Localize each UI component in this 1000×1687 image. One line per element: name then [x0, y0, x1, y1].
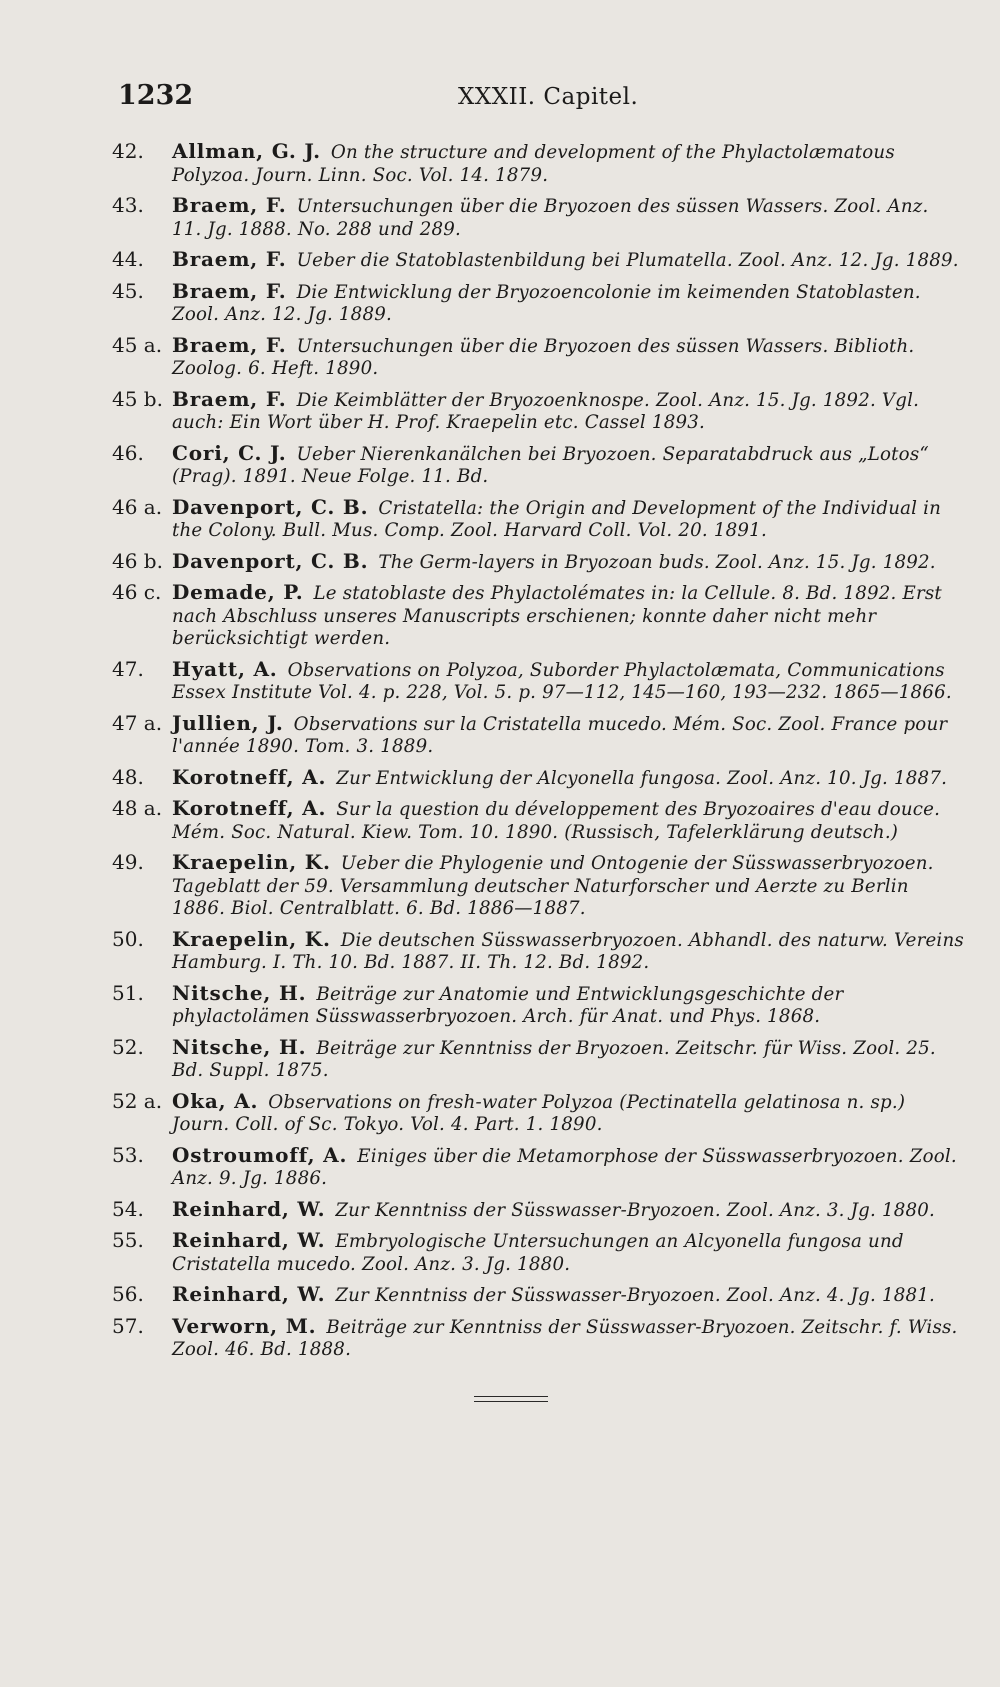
reference-entry [112, 712, 964, 759]
reference-author: Kraepelin, K. [172, 850, 331, 874]
reference-author: Ostroumoff, A. [172, 1142, 348, 1167]
reference-author: Hyatt, A. [172, 656, 278, 681]
reference-citation: Die deutschen Süsswasserbryozoen. Abhandl. des naturw. Vereins Hamburg. I. Th. 10. Bd. 1887. II. Th. 12. Bd. 1892. [172, 929, 964, 973]
reference-entry [112, 248, 964, 273]
reference-list [112, 140, 964, 1369]
reference-number: 47. [112, 656, 144, 681]
end-rule-top [474, 1396, 548, 1397]
reference-number: 46 a. [112, 494, 163, 519]
reference-citation: Die Keimblätter der Bryozoenknospe. Zool. Anz. 15. Jg. 1892. Vgl. auch: Ein Wort über H. Prof. Kraepelin etc. Cassel 1893. [172, 389, 920, 433]
reference-number: 57. [112, 1313, 144, 1338]
reference-number: 43. [112, 193, 144, 217]
reference-entry [112, 581, 964, 651]
reference-entry [112, 334, 964, 381]
reference-number: 53. [112, 1142, 144, 1167]
reference-author: Verworn, M. [172, 1313, 317, 1338]
reference-author: Oka, A. [172, 1088, 259, 1113]
reference-number: 55. [112, 1228, 144, 1252]
reference-citation: Untersuchungen über die Bryozoen des süssen Wassers. Zool. Anz. 11. Jg. 1888. No. 288 und 289. [172, 196, 929, 240]
reference-number: 42. [112, 139, 144, 163]
reference-author: Braem, F. [172, 193, 287, 217]
reference-entry [112, 550, 964, 575]
reference-author: Demade, P. [172, 580, 304, 604]
reference-author: Davenport, C. B. [172, 494, 369, 519]
reference-citation: Zur Entwicklung der Alcyonella fungosa. Zool. Anz. 10. Jg. 1887. [336, 767, 948, 789]
end-rule-bottom [474, 1401, 548, 1402]
reference-citation: Beiträge zur Kenntniss der Süsswasser-Bryozoen. Zeitschr. f. Wiss. Zool. 46. Bd. 1888. [172, 1316, 958, 1360]
reference-entry [112, 1090, 964, 1137]
reference-number: 48. [112, 764, 144, 789]
reference-number: 54. [112, 1196, 144, 1221]
reference-author: Reinhard, W. [172, 1196, 326, 1221]
reference-number: 46. [112, 440, 144, 465]
reference-entry [112, 496, 964, 543]
reference-citation: Observations on Polyzoa, Suborder Phylactolæmata, Communications Essex Institute Vol. 4. p. 228, Vol. 5. p. 97—112, 145—160, 193—232. 1865—1866. [172, 659, 952, 703]
reference-citation: Einiges über die Metamorphose der Süsswasserbryozoen. Zool. Anz. 9. Jg. 1886. [172, 1145, 957, 1189]
reference-author: Braem, F. [172, 278, 287, 303]
reference-entry [112, 1315, 964, 1362]
reference-citation: Observations sur la Cristatella mucedo. Mém. Soc. Zool. France pour l'année 1890. Tom. 3. 1889. [172, 713, 948, 757]
reference-entry [112, 851, 964, 921]
reference-citation: Ueber die Statoblastenbildung bei Plumatella. Zool. Anz. 12. Jg. 1889. [296, 250, 959, 271]
reference-entry [112, 797, 964, 844]
reference-entry [112, 658, 964, 705]
reference-number: 46 c. [112, 580, 162, 604]
reference-entry [112, 766, 964, 791]
reference-author: Korotneff, A. [172, 764, 327, 789]
reference-number: 56. [112, 1282, 144, 1306]
page-header [118, 80, 958, 120]
reference-author: Korotneff, A. [172, 796, 327, 820]
reference-number: 44. [112, 247, 144, 271]
reference-citation: The Germ-layers in Bryozoan buds. Zool. Anz. 15. Jg. 1892. [378, 551, 936, 573]
reference-entry [112, 194, 964, 241]
reference-author: Braem, F. [172, 247, 287, 271]
reference-entry [112, 442, 964, 489]
reference-number: 52 a. [112, 1088, 163, 1113]
reference-citation: Le statoblaste des Phylactolémates in: la Cellule. 8. Bd. 1892. Erst nach Abschluss unseres Manuscripts erschienen; konnte daher nicht mehr berücksichtigt werden. [172, 583, 942, 649]
reference-citation: Untersuchungen über die Bryozoen des süssen Wassers. Biblioth. Zoolog. 6. Heft. 1890. [172, 335, 915, 379]
reference-citation: Zur Kenntniss der Süsswasser-Bryozoen. Zool. Anz. 4. Jg. 1881. [335, 1285, 936, 1306]
reference-author: Reinhard, W. [172, 1228, 326, 1252]
reference-author: Reinhard, W. [172, 1282, 326, 1306]
reference-number: 45 a. [112, 332, 163, 357]
reference-number: 52. [112, 1034, 144, 1059]
reference-author: Braem, F. [172, 332, 287, 357]
reference-author: Jullien, J. [172, 710, 284, 735]
reference-citation: Sur la question du développement des Bryozoaires d'eau douce. Mém. Soc. Natural. Kiew. Tom. 10. 1890. (Russisch, Tafelerklärung deutsch.) [172, 799, 941, 843]
reference-number: 46 b. [112, 548, 163, 573]
reference-citation: Die Entwicklung der Bryozoencolonie im keimenden Statoblasten. Zool. Anz. 12. Jg. 1889. [172, 281, 921, 325]
reference-author: Nitsche, H. [172, 980, 307, 1005]
reference-entry [112, 1036, 964, 1083]
reference-entry [112, 280, 964, 327]
reference-author: Allman, G. J. [172, 139, 321, 163]
reference-citation: Embryologische Untersuchungen an Alcyonella fungosa und Cristatella mucedo. Zool. Anz. 3. Jg. 1880. [172, 1231, 904, 1275]
reference-author: Davenport, C. B. [172, 548, 369, 573]
reference-citation: Beiträge zur Anatomie und Entwicklungsgeschichte der phylactolämen Süsswasserbryozoen. Arch. für Anat. und Phys. 1868. [172, 983, 844, 1027]
reference-author: Braem, F. [172, 386, 287, 411]
page-number: 1232 [118, 80, 194, 111]
reference-number: 47 a. [112, 710, 163, 735]
reference-entry [112, 1198, 964, 1223]
reference-entry [112, 928, 964, 975]
running-title: XXXII. Capitel. [458, 84, 639, 110]
reference-citation: Ueber Nierenkanälchen bei Bryozoen. Separatabdruck aus „Lotos“ (Prag). 1891. Neue Folge. 11. Bd. [172, 443, 929, 487]
reference-number: 48 a. [112, 796, 163, 820]
reference-citation: Cristatella: the Origin and Development of the Individual in the Colony. Bull. Mus. Comp. Zool. Harvard Coll. Vol. 20. 1891. [172, 497, 942, 541]
reference-entry [112, 140, 964, 187]
reference-number: 50. [112, 926, 144, 951]
reference-number: 49. [112, 850, 144, 874]
reference-citation: Beiträge zur Kenntniss der Bryozoen. Zeitschr. für Wiss. Zool. 25. Bd. Suppl. 1875. [172, 1037, 936, 1081]
reference-entry [112, 1283, 964, 1308]
reference-author: Cori, C. J. [172, 440, 287, 465]
reference-number: 45 b. [112, 386, 163, 411]
reference-citation: On the structure and development of the Phylactolæmatous Polyzoa. Journ. Linn. Soc. Vol. 14. 1879. [172, 142, 895, 186]
reference-entry [112, 1144, 964, 1191]
reference-number: 45. [112, 278, 144, 303]
reference-citation: Zur Kenntniss der Süsswasser-Bryozoen. Zool. Anz. 3. Jg. 1880. [335, 1199, 936, 1221]
reference-author: Nitsche, H. [172, 1034, 307, 1059]
reference-entry [112, 982, 964, 1029]
reference-author: Kraepelin, K. [172, 926, 331, 951]
reference-entry [112, 388, 964, 435]
reference-number: 51. [112, 980, 144, 1005]
reference-citation: Observations on fresh-water Polyzoa (Pectinatella gelatinosa n. sp.) Journ. Coll. of Sc. Tokyo. Vol. 4. Part. 1. 1890. [172, 1091, 906, 1135]
reference-entry [112, 1229, 964, 1276]
reference-citation: Ueber die Phylogenie und Ontogenie der Süsswasserbryozoen. Tageblatt der 59. Versammlung deutscher Naturforscher und Aerzte zu Berlin 1886. Biol. Centralblatt. 6. Bd. 1886—1887. [172, 853, 934, 919]
